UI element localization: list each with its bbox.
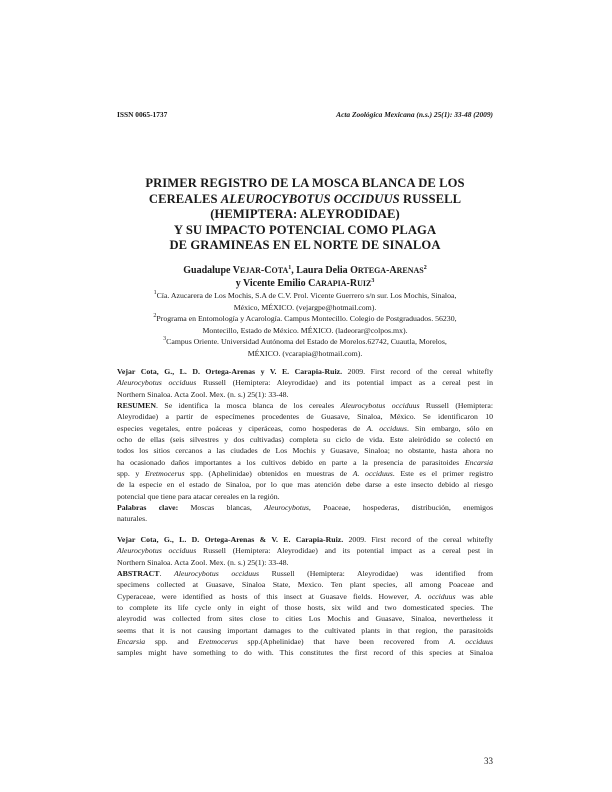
author-line: Guadalupe VEJAR-COTA$^1$, Laura Delia ORTEGA-ARENAS$^2$	[183, 265, 427, 276]
affiliation-line: $^2$Programa en Entomología y Acarología. Campus Montecillo. Colegio de Postgraduados. 56230,	[153, 313, 457, 324]
article-title	[117, 176, 493, 254]
affiliation-line: Montecillo, Estado de México. MÉXICO. (ladeorar@colpos.mx).	[202, 325, 408, 335]
citation-line: Aleurocybotus occiduus Russell (Hemiptera: Aleyrodidae) and its potential impact as a cereal pest in	[117, 546, 493, 556]
resumen-line: potencial que tiene para atacar cereales en la región.	[117, 491, 280, 501]
english-abstract-block	[117, 534, 493, 659]
affiliation-line: $^3$Campus Oriente. Universidad Autónoma del Estado de Morelos.62742, Cuautla, Morelos,	[163, 336, 447, 347]
citation-line: Aleurocybotus occiduus Russell (Hemiptera: Aleyrodidae) and its potential impact as a cereal pest in	[117, 378, 493, 388]
abstract-line: Cyperaceae, were identified as hosts of this insect at Guasave fields. However, A. occiduus was able	[117, 591, 493, 601]
page-number: 33	[484, 756, 493, 766]
abstract-label: ABSTRACT	[117, 569, 160, 579]
keywords-line: Palabras clave: Moscas blancas, Aleurocybotus, Poaceae, hospederas, distribución, enemigos	[117, 503, 494, 513]
keywords-label: Palabras clave:	[117, 503, 179, 513]
abstract-line: samples might have something to do with. This constitutes the first record of this species at Sinaloa	[117, 648, 493, 658]
resumen-label: RESUMEN	[117, 401, 156, 411]
citation-line: Northern Sinaloa. Acta Zool. Mex. (n. s.) 25(1): 33-48.	[117, 389, 289, 399]
citation-line: Northern Sinaloa. Acta Zool. Mex. (n. s.) 25(1): 33-48.	[117, 557, 289, 567]
resumen-line: todos los sitios cercanos a las ciudades de Los Mochis y Guasave, Sinaloa; no obstante, hasta ahora no	[117, 446, 493, 456]
keywords-line: naturales.	[117, 514, 148, 524]
citation-line: Vejar Cota, G., L. D. Ortega-Arenas & V. E. Carapia-Ruiz. 2009. First record of the cereal whitefly	[117, 535, 494, 544]
title-line: PRIMER REGISTRO DE LA MOSCA BLANCA DE LOS	[145, 176, 465, 190]
title-line: DE GRAMINEAS EN EL NORTE DE SINALOA	[169, 238, 441, 252]
affiliation-line: México, MÉXICO. (vejargpe@hotmail.com).	[233, 302, 377, 312]
resumen-line: ocho de ellas (seis silvestres y dos cultivadas) completa su ciclo de vida. Este aleiródido se colectó en	[117, 435, 493, 445]
spanish-abstract-block	[117, 366, 493, 525]
citation-line: Vejar Cota, G., L. D. Ortega-Arenas y V. E. Carapia-Ruiz. 2009. First record of the cereal whitefly	[117, 367, 493, 376]
resumen-line: de la especie en el estado de Sinaloa, por lo que mas atención debe darse a este insecto debido al riesgo	[117, 480, 493, 490]
resumen-line: especies vegetales, entre poáceas y ciperáceas, como hospederas de A. occiduus. Sin embargo, sólo en	[117, 423, 494, 433]
issn: ISSN 0065-1737	[117, 110, 168, 119]
abstract-line: aleyrodid was collected from sites close to cities Los Mochis and Guasave, Sinaloa, nevertheless it	[117, 614, 493, 624]
journal-citation: Acta Zoológica Mexicana (n.s.) 25(1): 33-48 (2009)	[336, 110, 493, 119]
abstract-line: to complete its life cycle only in eight of those hosts, six wild and two domesticated species. The	[117, 603, 493, 613]
resumen-line: ha ocasionado daños importantes a los cultivos debido en parte a la presencia de parasitoides Encarsia	[117, 457, 493, 467]
author-line: y Vicente Emilio CARAPIA-RUIZ$^3$	[235, 277, 375, 289]
title-line: (HEMIPTERA: ALEYRODIDAE)	[210, 207, 400, 221]
abstract-line: Encarsia spp. and Eretmocerus spp.(Aphelinidae) that have been recovered from A. occiduus	[117, 637, 493, 647]
affiliation-line: $^1$Cía. Azucarera de Los Mochis, S.A de C.V. Prol. Vicente Guerrero s/n sur. Los Mochis, Sinaloa,	[153, 290, 457, 300]
title-line: CEREALES ALEUROCYBOTUS OCCIDUUS RUSSELL	[148, 191, 462, 206]
title-species: ALEUROCYBOTUS OCCIDUUS	[220, 191, 400, 206]
author-list	[117, 265, 493, 290]
resumen-line: spp. y Eretmocerus spp. (Aphelinidae) obtenidos en muestras de A. occiduus. Este es el primer registro	[117, 469, 494, 479]
abstract-line: ABSTRACT. Aleurocybotus occiduus Russell (Hemiptera: Aleyrodidae) was identified from	[117, 569, 493, 579]
resumen-line: RESUMEN. Se identifica la mosca blanca de los cereales Aleurocybotus occiduus Russell (Hemiptera:	[117, 401, 493, 411]
affiliations	[117, 290, 493, 360]
abstract-line: seems that it is not causing important damages to the cultivated plants in that region, the parasitoids	[117, 625, 493, 635]
affiliation-line: MÉXICO. (vcarapia@hotmail.com).	[247, 348, 363, 358]
resumen-line: Aleyrodidae) a partir de especímenes procedentes de Guasave, Sinaloa, México. Se identificaron 10	[117, 412, 493, 422]
abstract-line: specimens collected at Guasave, Sinaloa State, Mexico. Ten plant species, all among Poaceae and	[117, 580, 493, 590]
title-line: Y SU IMPACTO POTENCIAL COMO PLAGA	[173, 222, 437, 237]
